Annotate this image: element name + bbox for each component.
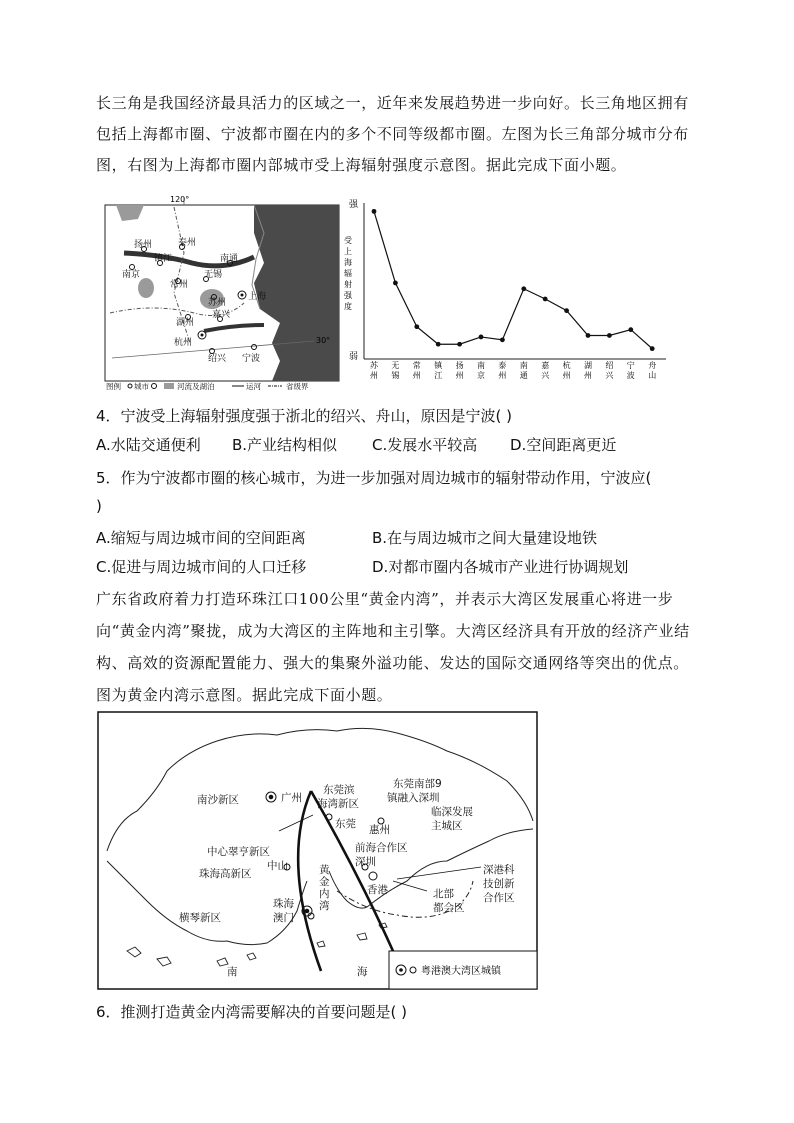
- label-hongkong: 香港: [367, 884, 388, 896]
- city-label: 宁波: [242, 354, 261, 364]
- x-tick-label: 常: [412, 361, 421, 370]
- y-axis-label: [344, 235, 353, 311]
- q5-option-b[interactable]: B.在与周边城市之间大量建设地铁: [372, 529, 598, 547]
- yrd-city-map: [104, 193, 340, 391]
- lon-label: 120°: [170, 195, 190, 204]
- y-axis-label-char: 辐: [344, 269, 352, 278]
- map2-legend: 粤港澳大湾区城镇: [421, 966, 501, 977]
- city-label: 上海: [248, 292, 267, 302]
- x-tick-label: 州: [584, 371, 592, 380]
- y-bottom-label: 弱: [349, 352, 359, 362]
- data-point: [479, 335, 484, 340]
- q4-option-b[interactable]: B.产业结构相似: [232, 436, 338, 454]
- x-tick-label: 泰: [498, 361, 507, 370]
- y-axis-label-char: 海: [344, 258, 352, 267]
- data-point: [607, 333, 612, 338]
- x-tick-label: 无: [391, 361, 400, 370]
- city-label: 扬州: [134, 240, 153, 250]
- data-point: [436, 342, 441, 347]
- city-label: 泰州: [178, 238, 197, 248]
- x-tick-label: 舟: [648, 361, 657, 370]
- data-point: [414, 324, 419, 329]
- label-sgk: 深港科: [483, 864, 515, 876]
- x-tick-label: 江: [434, 371, 443, 380]
- label-dongguan: 东莞: [335, 818, 356, 830]
- x-tick-label: 杭: [562, 361, 571, 370]
- x-tick-label: 州: [455, 371, 464, 380]
- x-tick-label: 绍: [605, 361, 614, 370]
- x-tick-label: 兴: [541, 371, 550, 380]
- passage-2: 广东省政府着力打造环珠江口100公里“黄金内湾”，并表示大湾区发展重心将进一步向“黄金内湾”聚拢，成为大湾区的主阵地和主引擎。大湾区经济具有开放的经济产业结构、高效的资源配置能力、强大的集聚外溢功能、发达的国际交通网络等突出的优点。图为黄金内湾示意图。据此完成下面小题。: [96, 590, 690, 704]
- x-tick-label: 宁: [626, 361, 635, 370]
- city-label: 苏州: [208, 298, 227, 308]
- x-tick-label: 南: [477, 361, 485, 370]
- x-tick-label: 南: [519, 361, 528, 370]
- x-tick-label: 州: [412, 371, 421, 380]
- x-tick-label: 京: [477, 371, 485, 380]
- x-tick-label: 兴: [605, 371, 614, 380]
- label-zhuhai: 珠海: [273, 898, 294, 910]
- city-label: 嘉兴: [212, 310, 231, 320]
- label-zhongshan: 中山: [267, 860, 288, 872]
- legend-city: 城市: [134, 382, 149, 391]
- q4-option-c[interactable]: C.发展水平较高: [372, 436, 478, 454]
- question-5: 5．作为宁波都市圈的核心城市，为进一步加强对周边城市的辐射带动作用，宁波应(: [96, 469, 652, 487]
- y-axis-label-char: 射: [344, 280, 352, 289]
- label-nansha: 南沙新区: [197, 794, 239, 806]
- data-point: [650, 346, 655, 351]
- label-sgk-3: 合作区: [483, 892, 515, 904]
- label-qianhai: 前海合作区: [355, 842, 408, 854]
- label-cuiheng: 中心翠亨新区: [207, 846, 270, 858]
- data-point: [372, 209, 377, 214]
- x-tick-label: 嘉: [541, 361, 550, 370]
- question-6: 6．推测打造黄金内湾需要解决的首要问题是( ): [96, 1003, 408, 1021]
- golden-bay-map: [97, 711, 539, 991]
- q4-option-a[interactable]: A.水陆交通便利: [96, 436, 201, 454]
- label-shenzhen: 深圳: [355, 856, 376, 868]
- label-dongguan-bay: 东莞滨: [323, 784, 355, 796]
- label-golden-3: 内: [319, 888, 330, 900]
- data-point: [457, 342, 462, 347]
- label-sgk-2: 技创新: [483, 878, 515, 890]
- label-golden-1: 黄: [319, 864, 330, 876]
- x-tick-label: 通: [519, 371, 528, 380]
- lat-label: 30°: [316, 336, 331, 345]
- x-tick-label: 山: [648, 371, 657, 380]
- data-point: [500, 337, 505, 342]
- city-label: 南通: [220, 254, 239, 264]
- y-axis-label-char: 度: [344, 302, 352, 311]
- label-sea-1: 南: [227, 966, 238, 978]
- label-guangzhou: 广州: [281, 792, 302, 804]
- question-4: 4．宁波受上海辐射强度强于浙北的绍兴、舟山，原因是宁波( ): [96, 407, 513, 425]
- data-point: [393, 281, 398, 286]
- y-axis-label-char: 受: [344, 236, 352, 245]
- q5-option-a[interactable]: A.缩短与周边城市间的空间距离: [96, 529, 306, 547]
- x-tick-label: 扬: [455, 361, 464, 370]
- y-axis-label-char: 强: [344, 291, 352, 300]
- radiation-intensity-chart: [340, 193, 670, 388]
- city-label: 杭州: [174, 338, 193, 348]
- x-tick-label: 锡: [391, 371, 400, 380]
- label-huizhou: 惠州: [369, 824, 390, 836]
- passage-1: 长三角是我国经济最具活力的区域之一，近年来发展趋势进一步向好。长三角地区拥有包括上海都市圈、宁波都市圈在内的多个不同等级都市圈。左图为长三角部分城市分布图，右图为上海都市圈内部城市受上海辐射强度示意图。据此完成下面小题。: [96, 94, 689, 174]
- x-tick-label: 州: [370, 371, 378, 380]
- label-north-metro-2: 都会区: [433, 902, 465, 914]
- label-zhuhai-hitech: 珠海高新区: [199, 868, 252, 880]
- question-5-cont: ): [96, 497, 102, 515]
- legend-river: 河流及湖泊: [177, 382, 215, 391]
- q5-option-c[interactable]: C.促进与周边城市间的人口迁移: [96, 558, 307, 576]
- q5-option-d[interactable]: D.对都市圈内各城市产业进行协调规划: [372, 558, 629, 576]
- q4-option-d[interactable]: D.空间距离更近: [510, 436, 617, 454]
- label-macau: 澳门: [273, 912, 294, 924]
- city-label: 南京: [122, 270, 141, 280]
- label-sea-2: 海: [357, 966, 368, 978]
- city-label: 无锡: [204, 270, 223, 280]
- label-linshen-2: 主城区: [431, 820, 463, 832]
- label-golden-4: 湾: [319, 900, 330, 912]
- y-axis-label-char: 上: [344, 247, 352, 256]
- data-point: [564, 308, 569, 313]
- legend-canal: 运河: [246, 382, 261, 391]
- x-tick-label: 苏: [370, 361, 378, 370]
- label-hengqin: 横琴新区: [179, 912, 221, 924]
- data-point: [543, 297, 548, 302]
- x-tick-label: 湖: [584, 361, 592, 370]
- label-linshen: 临深发展: [431, 806, 473, 818]
- data-point: [586, 333, 591, 338]
- legend-title: 图例: [106, 382, 121, 391]
- x-tick-label: 波: [626, 371, 635, 380]
- city-label: 湖州: [176, 318, 195, 328]
- legend-boundary: 省级界: [286, 382, 309, 391]
- label-dongguan-bay-2: 海湾新区: [317, 798, 359, 810]
- label-dongguan-south: 东莞南部9: [393, 778, 442, 790]
- label-dongguan-south-2: 镇融入深圳: [387, 792, 440, 804]
- label-north-metro: 北部: [433, 888, 454, 900]
- data-point: [521, 286, 526, 291]
- city-label: 绍兴: [208, 354, 227, 364]
- label-golden-2: 金: [319, 876, 330, 888]
- y-top-label: 强: [349, 200, 359, 210]
- city-label: 镇江: [154, 254, 173, 264]
- city-label: 常州: [170, 280, 189, 290]
- x-tick-label: 镇: [434, 361, 443, 370]
- data-point: [628, 327, 633, 332]
- x-tick-label: 州: [562, 371, 571, 380]
- x-tick-label: 州: [498, 371, 507, 380]
